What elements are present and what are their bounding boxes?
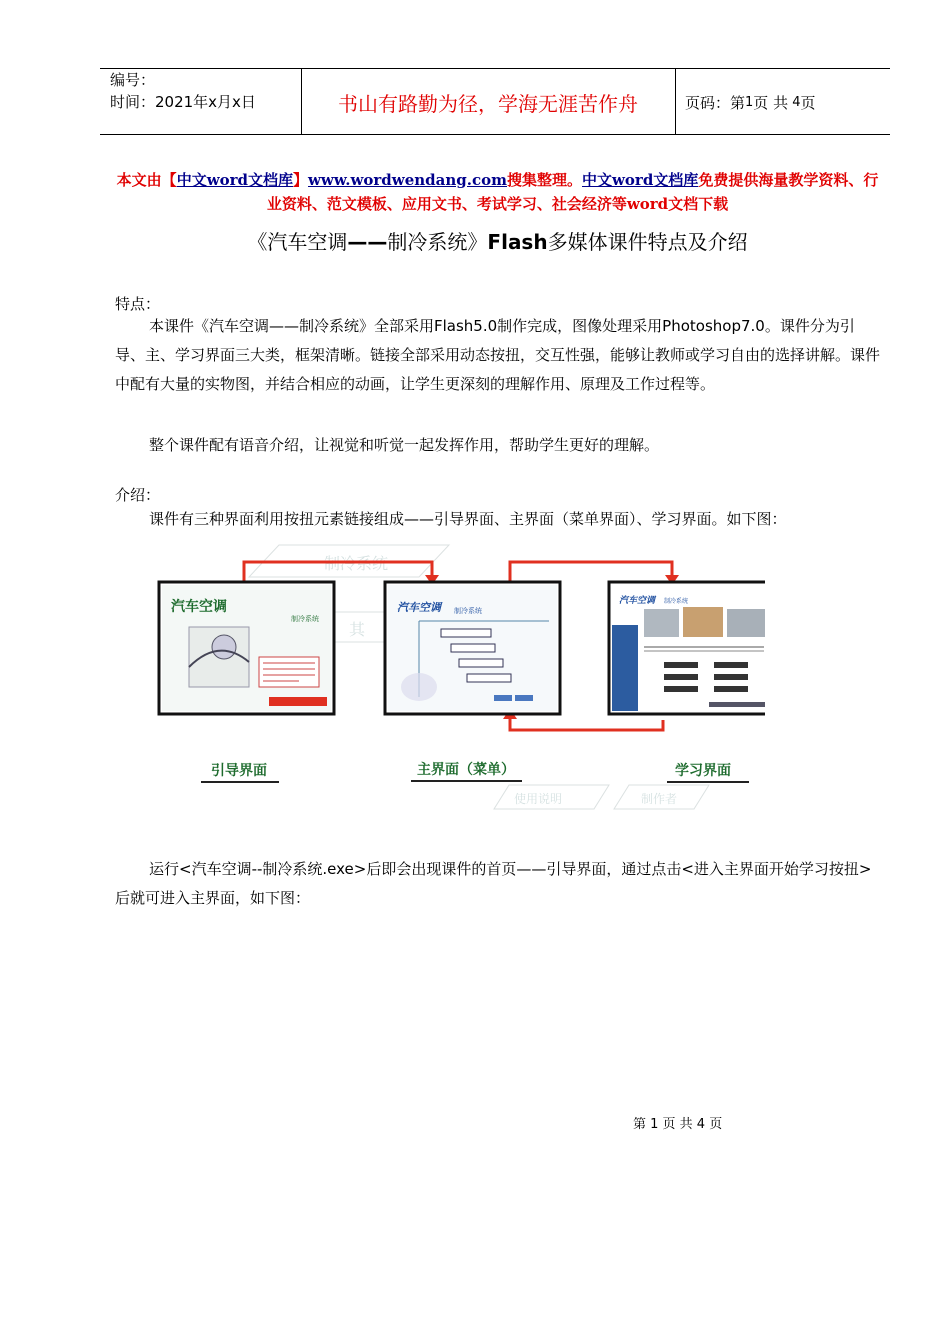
header-table <box>100 68 890 135</box>
bg-word: 使用说明 <box>514 792 563 806</box>
source-notice: 本文由【中文word文档库】www.wordwendang.com搜集整理。中文word文档库免费提供海量教学资料、行业资料、范文模板、应用文书、考试学习、社会经济等word文档下载 <box>116 171 879 213</box>
label-guide-interface: 引导界面 <box>211 763 267 779</box>
svg-text:制冷系统: 制冷系统 <box>291 615 319 623</box>
time-label: 时间：2021年x月x日 <box>110 93 256 111</box>
bg-word: 制作者 <box>641 792 678 806</box>
page-footer: 第 1 页 共 4 页 <box>633 1117 723 1132</box>
header-meta <box>110 69 256 113</box>
voice-paragraph: 整个课件配有语音介绍，让视觉和听觉一起发挥作用，帮助学生更好的理解。 <box>149 436 660 454</box>
features-paragraph: 本课件《汽车空调——制冷系统》全部采用Flash5.0制作完成，图像处理采用Photoshop7.0。课件分为引导、主、学习界面三大类，框架清晰。链接全部采用动态按扭，交互性强，能够让教师或学习自由的选择讲解。课件中配有大量的实物图，并结合相应的动画，让学生更深刻的理解作用、原理及工作过程等。 <box>115 317 881 393</box>
header-motto: 书山有路勤为径，学海无涯苦作舟 <box>338 91 638 116</box>
section-heading-features: 特点： <box>115 295 161 313</box>
intro-paragraph: 课件有三种界面利用按扭元素链接组成——引导界面、主界面（菜单界面）、学习界面。如下图： <box>149 510 787 528</box>
library-link[interactable]: 中文word文档库 <box>176 171 293 189</box>
svg-text:制冷系统: 制冷系统 <box>664 598 689 605</box>
label-main-interface: 主界面（菜单） <box>417 762 515 778</box>
interface-diagram <box>149 537 765 812</box>
section-heading-intro: 介绍： <box>115 486 161 504</box>
guide-screen-thumbnail <box>159 582 334 714</box>
library-link-2[interactable]: 中文word文档库 <box>582 171 699 189</box>
header-page-number: 页码：第 1 页 共 4 页 <box>685 93 816 112</box>
svg-text:汽车空调: 汽车空调 <box>397 601 441 614</box>
document-title: 《汽车空调——制冷系统》Flash多媒体课件特点及介绍 <box>247 230 748 254</box>
serial-label: 编号： <box>110 71 156 89</box>
run-paragraph: 运行<汽车空调--制冷系统.exe>后即会出现课件的首页——引导界面，通过点击<进入主界面开始学习按扭>后就可进入主界面，如下图： <box>115 860 872 907</box>
svg-text:制冷系统: 制冷系统 <box>454 607 482 615</box>
bg-word: 制冷系统 <box>324 556 389 573</box>
bg-word: 其 <box>349 622 366 639</box>
header-divider <box>675 69 676 135</box>
website-link[interactable]: www.wordwendang.com <box>308 171 507 189</box>
label-study-interface: 学习界面 <box>675 763 731 779</box>
svg-text:汽车空调: 汽车空调 <box>619 596 656 606</box>
study-screen-thumbnail <box>609 582 765 714</box>
svg-text:汽车空调: 汽车空调 <box>171 599 227 615</box>
main-screen-thumbnail <box>385 582 560 714</box>
